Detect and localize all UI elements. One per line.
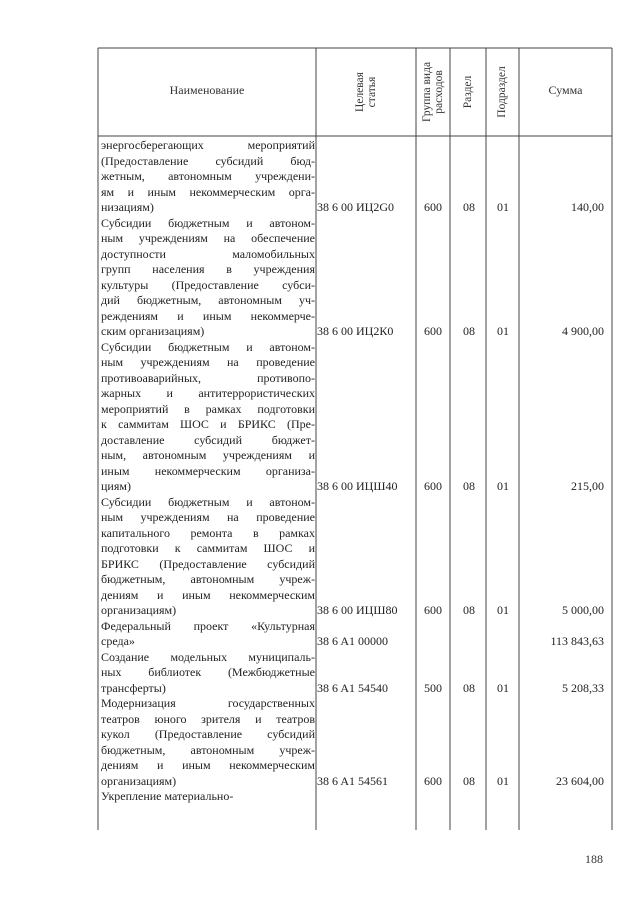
row-name-line: культуры (Предоставление субси- — [101, 277, 315, 292]
row-name-line: доставление субсидий бюджет- — [101, 432, 315, 447]
row-sum: 4 900,00 — [562, 324, 604, 338]
row-name-line: ям и иным некоммерческим орга- — [101, 184, 315, 199]
row-target: 38 6 00 ИЦШ80 — [317, 603, 398, 617]
row-name-line: бюджетным, автономным учреж- — [101, 742, 315, 757]
header-name: Наименование — [169, 83, 245, 97]
page-number: 188 — [585, 852, 603, 866]
header-sum: Сумма — [548, 83, 583, 97]
row-name-line: ным учреждениям на обеспечение — [101, 231, 315, 245]
table-row — [0, 340, 640, 495]
table-row — [0, 650, 640, 697]
row-name-line: доступности маломобильных — [101, 246, 315, 261]
row-name-line: жарных и антитеррористических — [101, 386, 315, 400]
row-name-line: ским организациям) — [101, 324, 205, 338]
row-name-line: капитального ремонта в рамках — [101, 525, 315, 540]
header-target: Целевая статья — [353, 72, 378, 112]
row-group: 600 — [424, 200, 442, 214]
row-target: 38 6 A1 00000 — [317, 634, 389, 648]
row-section: 08 — [463, 324, 475, 338]
row-group: 600 — [424, 479, 442, 493]
row-section: 08 — [463, 479, 475, 493]
row-sum: 140,00 — [571, 200, 604, 214]
row-name-line: театров юного зрителя и театров — [101, 711, 315, 726]
row-name-line: БРИКС (Предоставление субсидий — [101, 556, 315, 571]
row-subsection: 01 — [497, 603, 509, 617]
row-subsection: 01 — [497, 479, 509, 493]
row-sum: 113 843,63 — [550, 634, 604, 648]
row-target: 38 6 00 ИЦШ40 — [317, 479, 398, 493]
row-name-line: противоаварийных, противопо- — [101, 370, 315, 385]
row-sum: 5 208,33 — [562, 680, 604, 695]
row-name-line: среда» — [101, 634, 135, 648]
row-target: 38 6 A1 54561 — [317, 773, 389, 788]
row-group: 600 — [424, 324, 442, 338]
row-name-line: подготовки к саммитам ШОС и — [101, 541, 315, 555]
row-section: 08 — [463, 603, 475, 617]
row-name-line: бюджетным, автономным учреж- — [101, 572, 315, 586]
row-name-line: циям) — [101, 479, 131, 493]
row-name-line: Создание модельных муниципаль- — [101, 649, 315, 664]
row-section: 08 — [463, 773, 475, 788]
row-name — [101, 789, 315, 805]
row-name-line: трансферты) — [101, 680, 166, 695]
row-subsection: 01 — [497, 773, 509, 788]
row-sum: 215,00 — [571, 479, 604, 493]
row-sum: 5 000,00 — [562, 603, 604, 617]
row-section: 08 — [463, 680, 475, 695]
row-subsection: 01 — [497, 324, 509, 338]
row-name-line: Укрепление материально- — [101, 789, 234, 803]
row-name-line: дениям и иным некоммерческим — [101, 587, 315, 602]
row-subsection: 01 — [497, 200, 509, 214]
row-name-line: ным учреждениям на проведение — [101, 355, 315, 369]
row-name-line: жетным, автономным учреждени- — [101, 169, 315, 183]
row-group: 500 — [424, 680, 442, 695]
row-group: 600 — [424, 603, 442, 617]
row-name-line: ных библиотек (Межбюджетные — [101, 665, 315, 679]
row-name-line: к саммитам ШОС и БРИКС (Пре- — [101, 417, 315, 431]
row-name — [101, 696, 315, 789]
row-target: 38 6 00 ИЦ2К0 — [317, 324, 394, 338]
table-row — [0, 495, 640, 619]
row-name — [101, 495, 315, 619]
row-group: 600 — [424, 773, 442, 788]
table-row — [0, 696, 640, 789]
table-row — [0, 619, 640, 650]
row-name-line: организациям) — [101, 773, 177, 788]
row-name-line: мероприятий в рамках подготовки — [101, 401, 315, 416]
row-name-line: ным учреждениям на проведение — [101, 510, 315, 524]
row-sum: 23 604,00 — [556, 773, 604, 788]
table-row — [0, 789, 640, 805]
row-target: 38 6 A1 54540 — [317, 680, 389, 695]
row-name-line: Субсидии бюджетным и автоном- — [101, 215, 315, 230]
row-name-line: дениям и иным некоммерческим — [101, 758, 315, 772]
row-target: 38 6 00 ИЦ2G0 — [317, 200, 394, 214]
row-name-line: низациям) — [101, 200, 154, 214]
row-name — [101, 619, 315, 650]
row-name-line: Модернизация государственных — [101, 696, 315, 710]
table-row — [0, 216, 640, 340]
table-row — [0, 138, 640, 216]
header-section: Раздел — [461, 75, 474, 109]
row-name-line: энергосберегающих мероприятий — [101, 138, 315, 152]
row-name-line: Субсидии бюджетным и автоном- — [101, 494, 315, 509]
row-name — [101, 216, 315, 340]
row-name-line: Федеральный проект «Культурная — [101, 618, 315, 633]
row-name-line: ным, автономным учреждениям и — [101, 448, 315, 462]
row-name-line: (Предоставление субсидий бюд- — [101, 153, 315, 168]
row-name — [101, 650, 315, 697]
row-name-line: Субсидии бюджетным и автоном- — [101, 339, 315, 354]
row-name-line: иным некоммерческим организа- — [101, 463, 315, 478]
header-group: Группа вида расходов — [420, 61, 445, 123]
row-subsection: 01 — [497, 680, 509, 695]
row-name-line: групп населения в учреждения — [101, 262, 315, 276]
header-subsection: Подраздел — [495, 66, 508, 118]
row-name-line: дий бюджетным, автономным уч- — [101, 293, 315, 307]
row-name — [101, 340, 315, 495]
row-name-line: организациям) — [101, 603, 177, 617]
row-name-line: кукол (Предоставление субсидий — [101, 727, 315, 741]
row-name-line: реждениям и иным некоммерче- — [101, 308, 315, 323]
row-name — [101, 138, 315, 216]
row-section: 08 — [463, 200, 475, 214]
